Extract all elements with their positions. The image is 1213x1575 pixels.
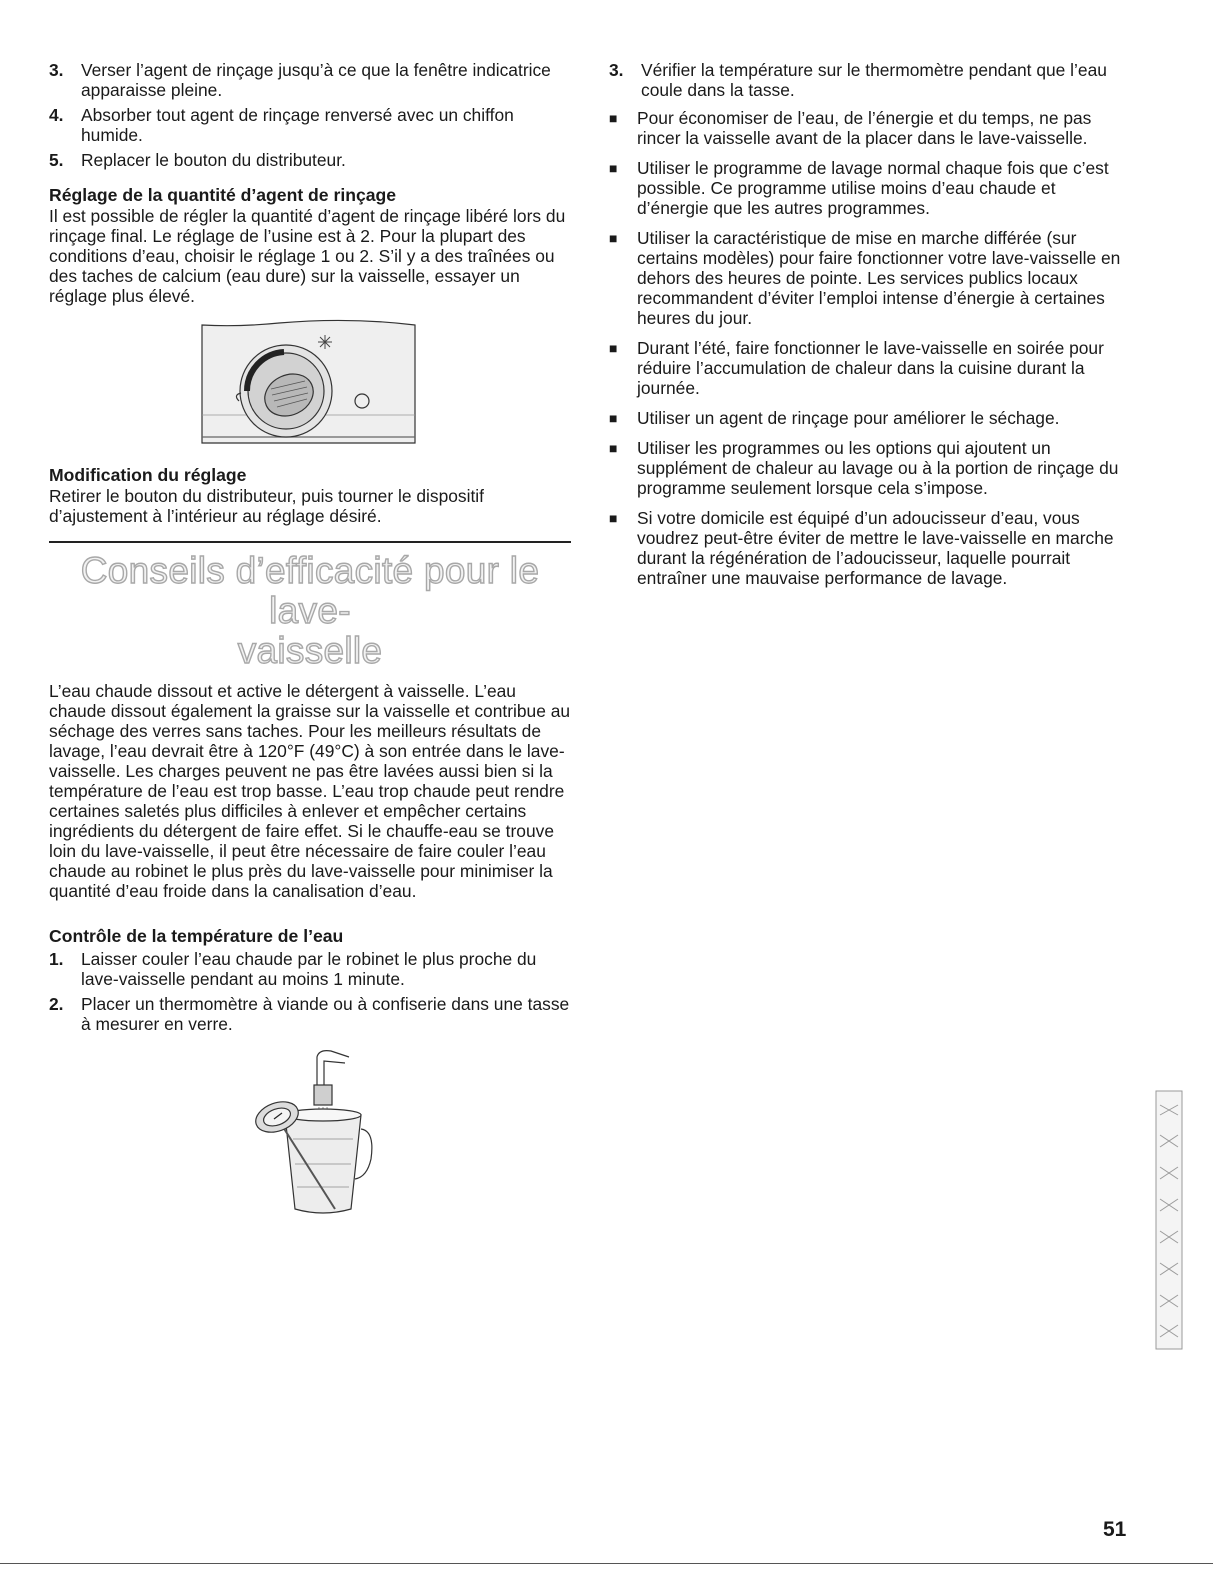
reglage-heading: Réglage de la quantité d’agent de rinçage bbox=[49, 185, 397, 205]
list-item bbox=[609, 108, 1124, 148]
rinse-steps-list bbox=[49, 60, 571, 170]
list-item bbox=[609, 438, 1124, 498]
section-title-line: Conseils d’efficacité pour le lave- bbox=[80, 550, 540, 631]
list-item bbox=[49, 60, 571, 100]
list-item bbox=[49, 105, 571, 145]
list-item bbox=[609, 508, 1124, 588]
step-number: 1. bbox=[49, 949, 64, 969]
intro-paragraph: L’eau chaude dissout et active le détergent à vaisselle. L’eau chaude dissout également la graisse sur la vaisselle et contribue au séchage des verres sans taches. Pour les meilleurs résultats de lavage, l’eau devrait être à 120°F (49°C) à son entrée dans le lave-vaisselle. Les charges peuvent ne pas être lavées aussi bien si la température de l’eau est trop basse. L’eau trop chaude peut rendre certaines saletés plus difficiles à enlever et empêcher certains ingrédients du détergent de faire effet. Si le chauffe-eau se trouve loin du lave-vaisselle, il peut être nécessaire de faire couler l’eau chaude au robinet le plus près du lave-vaisselle pour minimiser la quantité d’eau froide dans la canalisation d’eau. bbox=[49, 681, 571, 901]
section-divider bbox=[49, 541, 571, 543]
list-item bbox=[49, 994, 571, 1034]
list-item bbox=[49, 150, 571, 170]
list-item bbox=[609, 228, 1124, 328]
step-text: Absorber tout agent de rinçage renversé avec un chiffon humide. bbox=[81, 105, 514, 145]
bullet-square-icon: ■ bbox=[609, 410, 618, 426]
step-text: Replacer le bouton du distributeur. bbox=[81, 150, 346, 170]
right-column bbox=[609, 60, 1124, 598]
step-number: 5. bbox=[49, 150, 64, 170]
controle-heading: Contrôle de la température de l’eau bbox=[49, 926, 344, 946]
page-number: 51 bbox=[1103, 1518, 1127, 1541]
bullet-text: Utiliser les programmes ou les options qui ajoutent un supplément de chaleur au lavage ou à la portion de rinçage du programme seulement lorsque cela s’impose. bbox=[637, 438, 1119, 498]
step-number: 2. bbox=[49, 994, 64, 1014]
step-text: Verser l’agent de rinçage jusqu’à ce que la fenêtre indicatrice apparaisse pleine. bbox=[81, 60, 551, 100]
section-title-line: vaisselle bbox=[237, 630, 383, 671]
bullet-square-icon: ■ bbox=[609, 510, 618, 526]
bullet-square-icon: ■ bbox=[609, 440, 618, 456]
list-item bbox=[609, 60, 1124, 100]
list-item bbox=[609, 408, 1124, 428]
rinse-dispenser-illustration bbox=[49, 319, 571, 459]
temperature-steps-list bbox=[49, 949, 571, 1034]
bullet-text: Utiliser la caractéristique de mise en marche différée (sur certains modèles) pour faire fonctionner votre lave-vaisselle en dehors des heures de pointe. Les services publics locaux recommandent d’éviter l’emploi intense d’énergie à certaines heures du jour. bbox=[637, 228, 1121, 328]
modif-heading: Modification du réglage bbox=[49, 465, 247, 485]
modif-paragraph: Retirer le bouton du distributeur, puis tourner le dispositif d’ajustement à l’intérieur au réglage désiré. bbox=[49, 486, 485, 526]
list-item bbox=[609, 158, 1124, 218]
step-text: Laisser couler l’eau chaude par le robinet le plus proche du lave-vaisselle pendant au moins 1 minute. bbox=[81, 949, 537, 989]
step-text: Vérifier la température sur le thermomètre pendant que l’eau coule dans la tasse. bbox=[641, 60, 1107, 100]
bullet-square-icon: ■ bbox=[609, 160, 618, 176]
bullet-text: Durant l’été, faire fonctionner le lave-vaisselle en soirée pour réduire l’accumulation de chaleur dans la cuisine durant la journée. bbox=[637, 338, 1104, 398]
tips-bullet-list bbox=[609, 108, 1124, 588]
thermometer-cup-illustration bbox=[49, 1049, 571, 1229]
bullet-text: Pour économiser de l’eau, de l’énergie et du temps, ne pas rincer la vaisselle avant de la placer dans le lave-vaisselle. bbox=[637, 108, 1092, 148]
step-number: 3. bbox=[49, 60, 64, 80]
step-number: 4. bbox=[49, 105, 64, 125]
bullet-text: Utiliser un agent de rinçage pour améliorer le séchage. bbox=[637, 408, 1060, 428]
language-side-tab bbox=[1150, 1085, 1190, 1355]
step-number: 3. bbox=[609, 60, 624, 80]
step-text: Placer un thermomètre à viande ou à confiserie dans une tasse à mesurer en verre. bbox=[81, 994, 570, 1034]
bullet-square-icon: ■ bbox=[609, 230, 618, 246]
reglage-paragraph: Il est possible de régler la quantité d’agent de rinçage libéré lors du rinçage final. Le réglage de l’usine est à 2. Pour la plupart des conditions d’eau, choisir le réglage 1 ou 2. S’il y a des traînées ou des taches de calcium (eau dure) sur la vaisselle, essayer un réglage plus élevé. bbox=[49, 206, 566, 306]
list-item bbox=[49, 949, 571, 989]
footer-rule bbox=[0, 1563, 1213, 1564]
bullet-square-icon: ■ bbox=[609, 340, 618, 356]
bullet-text: Utiliser le programme de lavage normal chaque fois que c’est possible. Ce programme utilise moins d’eau chaude et d’énergie que les autres programmes. bbox=[637, 158, 1109, 218]
section-title bbox=[49, 551, 571, 671]
bullet-text: Si votre domicile est équipé d’un adoucisseur d’eau, vous voudrez peut-être éviter de mettre le lave-vaisselle en marche durant la régénération de l’adoucisseur, laquelle pourrait entraîner une mauvaise performance de lavage. bbox=[637, 508, 1114, 588]
list-item bbox=[609, 338, 1124, 398]
bullet-square-icon: ■ bbox=[609, 110, 618, 126]
left-column bbox=[49, 60, 571, 1229]
